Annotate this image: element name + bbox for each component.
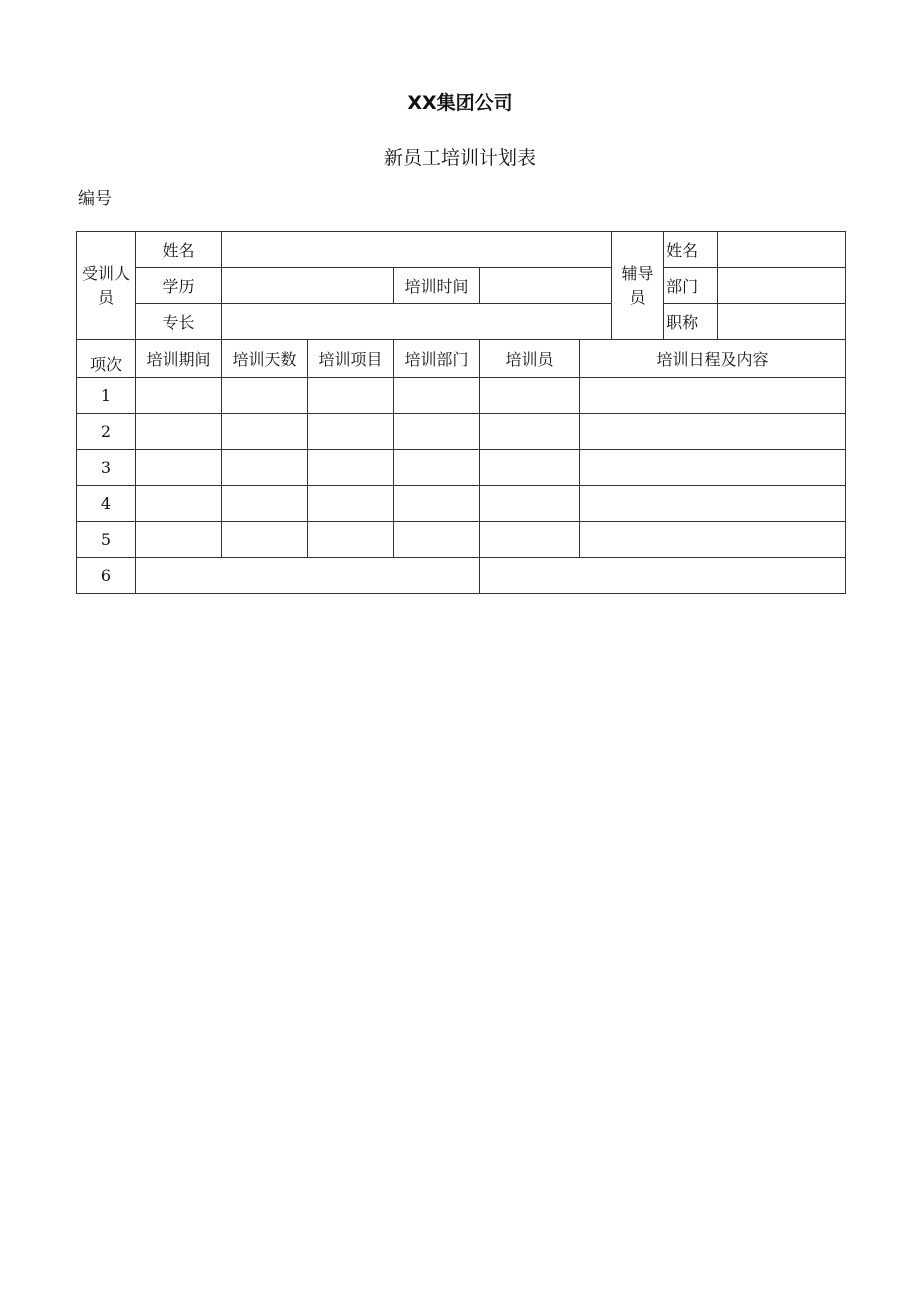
tutor-section-label-line2: 员 — [629, 287, 646, 307]
project-cell[interactable] — [308, 378, 394, 414]
department-cell[interactable] — [394, 522, 480, 558]
project-cell[interactable] — [308, 522, 394, 558]
trainee-section-label — [77, 232, 136, 340]
trainee-education-field[interactable] — [222, 268, 394, 304]
schedule-content-cell[interactable] — [580, 450, 846, 486]
column-header-item-no: 项次 — [77, 340, 136, 378]
trainer-cell[interactable] — [480, 486, 580, 522]
training-time-field[interactable] — [480, 268, 612, 304]
company-title: XX集团公司 — [407, 92, 513, 114]
trainee-education-label: 学历 — [136, 268, 222, 304]
trainee-specialty-field[interactable] — [222, 304, 612, 340]
days-cell[interactable] — [222, 414, 308, 450]
schedule-content-cell[interactable] — [580, 486, 846, 522]
trainer-cell[interactable] — [480, 450, 580, 486]
period-cell[interactable] — [136, 522, 222, 558]
period-cell[interactable] — [136, 450, 222, 486]
row-number: 1 — [77, 378, 136, 414]
table-row — [77, 378, 846, 414]
column-header-trainer: 培训员 — [480, 340, 580, 378]
column-header-department: 培训部门 — [394, 340, 480, 378]
trainer-cell[interactable] — [480, 378, 580, 414]
column-header-project: 培训项目 — [308, 340, 394, 378]
tutor-section-label-line1: 辅导 — [621, 263, 654, 283]
table-row — [77, 522, 846, 558]
document-number-label: 编号 — [78, 189, 112, 209]
department-cell[interactable] — [394, 414, 480, 450]
table-row — [77, 486, 846, 522]
training-time-label: 培训时间 — [394, 268, 480, 304]
trainee-name-label: 姓名 — [136, 232, 222, 268]
tutor-title-label: 职称 — [664, 304, 718, 340]
department-cell[interactable] — [394, 450, 480, 486]
column-header-schedule-content: 培训日程及内容 — [580, 340, 846, 378]
days-cell[interactable] — [222, 378, 308, 414]
row-number: 2 — [77, 414, 136, 450]
column-header-period: 培训期间 — [136, 340, 222, 378]
row-number: 3 — [77, 450, 136, 486]
department-cell[interactable] — [394, 486, 480, 522]
project-cell[interactable] — [308, 414, 394, 450]
trainee-section-label-line1: 受训人 — [81, 263, 130, 283]
merged-right-cell[interactable] — [480, 558, 846, 594]
period-cell[interactable] — [136, 486, 222, 522]
days-cell[interactable] — [222, 486, 308, 522]
tutor-name-label: 姓名 — [664, 232, 718, 268]
form-title: 新员工培训计划表 — [383, 147, 536, 169]
trainer-cell[interactable] — [480, 522, 580, 558]
days-cell[interactable] — [222, 450, 308, 486]
period-cell[interactable] — [136, 414, 222, 450]
row-number: 4 — [77, 486, 136, 522]
training-plan-table — [76, 231, 846, 594]
trainee-specialty-label: 专长 — [136, 304, 222, 340]
table-row — [77, 450, 846, 486]
row-number: 6 — [77, 558, 136, 594]
row-number: 5 — [77, 522, 136, 558]
schedule-content-cell[interactable] — [580, 522, 846, 558]
schedule-content-cell[interactable] — [580, 378, 846, 414]
trainer-cell[interactable] — [480, 414, 580, 450]
project-cell[interactable] — [308, 450, 394, 486]
trainee-name-field[interactable] — [222, 232, 612, 268]
merged-left-cell[interactable] — [136, 558, 480, 594]
column-header-days: 培训天数 — [222, 340, 308, 378]
tutor-title-field[interactable] — [718, 304, 846, 340]
days-cell[interactable] — [222, 522, 308, 558]
project-cell[interactable] — [308, 486, 394, 522]
tutor-department-label: 部门 — [664, 268, 718, 304]
table-row — [77, 558, 846, 594]
tutor-department-field[interactable] — [718, 268, 846, 304]
tutor-section-label — [612, 232, 664, 340]
period-cell[interactable] — [136, 378, 222, 414]
schedule-content-cell[interactable] — [580, 414, 846, 450]
tutor-name-field[interactable] — [718, 232, 846, 268]
department-cell[interactable] — [394, 378, 480, 414]
table-row — [77, 414, 846, 450]
trainee-section-label-line2: 员 — [97, 287, 114, 307]
